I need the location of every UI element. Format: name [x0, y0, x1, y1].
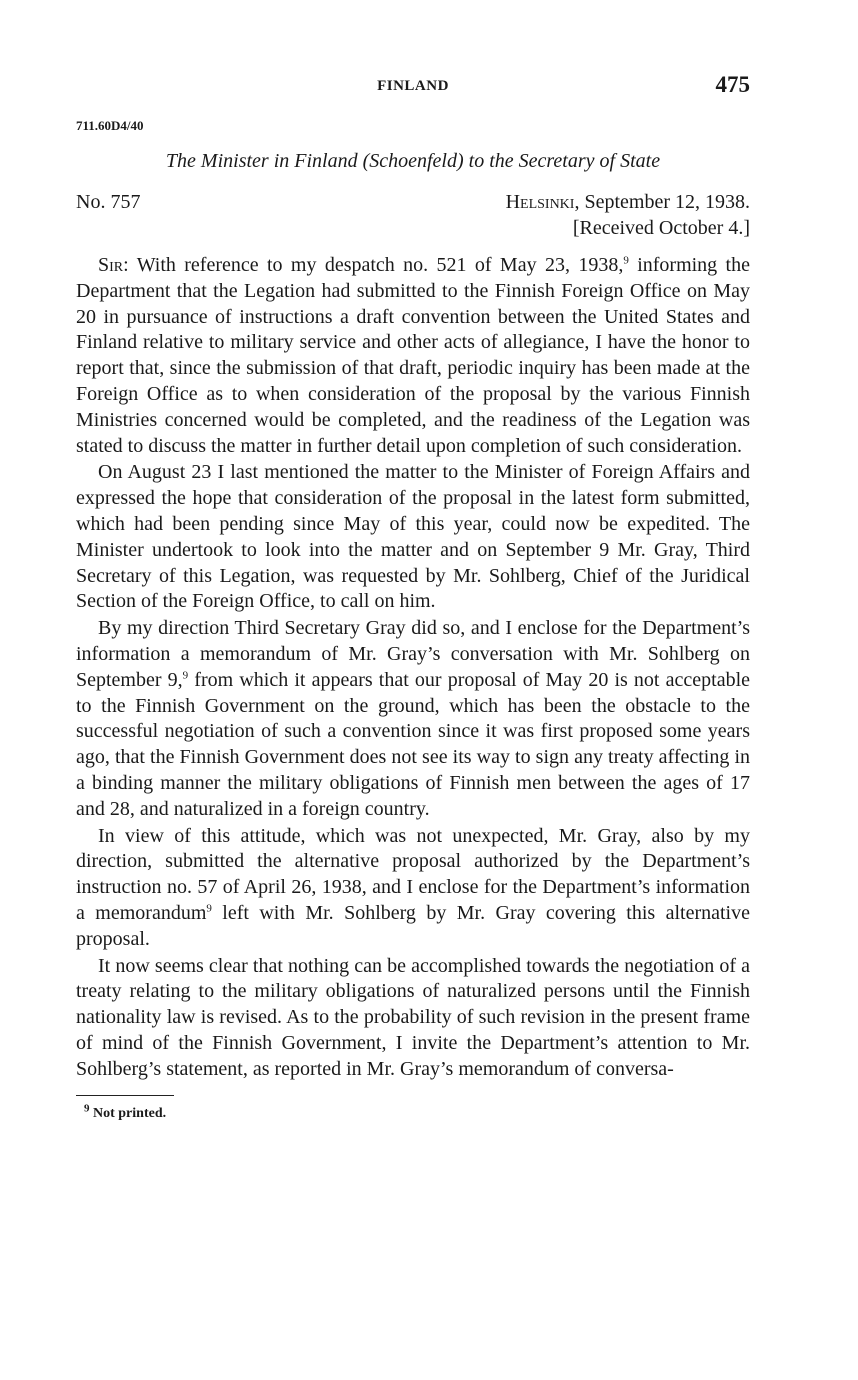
paragraph-1: [76, 253, 750, 459]
footnote-text: Not printed.: [89, 1105, 167, 1121]
footnote-marker: 9: [84, 1101, 90, 1114]
place-name: Helsinki: [505, 191, 575, 213]
paragraph-text: In view of this attitude, which was not unexpected, Mr. Gray, also by my direction, submitted the alternative proposal authorized by the Department’s instruction no. 57 of April 26, 1938, and I enclose for the Department’s information a memorandum: [76, 824, 750, 924]
paragraph-4: [76, 824, 750, 953]
footnote-ref: 9: [182, 669, 189, 682]
paragraph-5: It now seems clear that nothing can be accomplished towards the negotiation of a treaty relating to the military obligations of naturalized persons until the Finnish nationality law is revised. As to the probability of such revision in the present frame of mind of the Finnish Government, I invite the Department’s attention to Mr. Sohlberg’s statement, as reported in Mr. Gray’s memorandum of conversa-: [76, 954, 750, 1080]
place-date: [506, 191, 750, 214]
document-number: No. 757: [76, 191, 141, 213]
paragraph-text: from which it appears that our proposal of May 20 is not acceptable to the Finnish Government on the ground, which has been the obstacle to the successful negotiation of such a convention since it was first proposed some years ago, that the Finnish Government does not see its way to sign any treaty affecting in a binding manner the military obligations of Finnish men between the ages of 17 and 28, and naturalized in a foreign country.: [76, 668, 751, 820]
footnote-rule: [76, 1095, 174, 1096]
paragraph-text: : With reference to my despatch no. 521 of May 23, 1938,: [123, 254, 624, 276]
paragraph-3: [76, 616, 750, 822]
document-heading: The Minister in Finland (Schoenfeld) to the Secretary of State: [165, 150, 661, 172]
running-title: FINLAND: [377, 78, 449, 94]
running-head: [76, 72, 750, 106]
dateline: [76, 191, 750, 253]
letter-body: [76, 253, 750, 1083]
received-date: [Received October 4.]: [572, 217, 750, 239]
paragraph-text: By my direction Third Secretary Gray did so, and I enclose for the Department’s information a memorandum of Mr. Gray’s conversation with Mr. Sohlberg on September 9,: [76, 617, 750, 691]
file-number: 711.60D4/40: [76, 118, 144, 133]
page-number: 475: [715, 72, 750, 97]
footnote: [84, 1101, 750, 1122]
salutation: Sir: [98, 254, 124, 276]
paragraph-text: left with Mr. Sohlberg by Mr. Gray covering this alternative proposal.: [76, 901, 750, 950]
paragraph-2: On August 23 I last mentioned the matter to the Minister of Foreign Affairs and expressed the hope that consideration of the proposal in the latest form submitted, which had been pending since May of this year, could now be expedited. The Minister undertook to look into the matter and on September 9 Mr. Gray, Third Secretary of this Legation, was requested by Mr. Sohlberg, Chief of the Juridical Section of the Foreign Office, to call on him.: [76, 461, 750, 613]
footnote-ref: 9: [206, 902, 212, 915]
footnote-ref: 9: [623, 254, 629, 267]
paragraph-text: informing the Department that the Legation had submitted to the Finnish Foreign Office on May 20 in pursuance of instructions a draft convention between the United States and Finland relative to military service and other acts of allegiance, I have the honor to report that, since the submission of that draft, periodic inquiry has been made at the Foreign Office as to when consideration of the proposal by the various Finnish Ministries concerned would be completed, and the readiness of the Legation was stated to discuss the matter in further detail upon completion of such consideration.: [76, 254, 750, 457]
document-page: [76, 72, 750, 1122]
date: , September 12, 1938.: [574, 191, 750, 213]
